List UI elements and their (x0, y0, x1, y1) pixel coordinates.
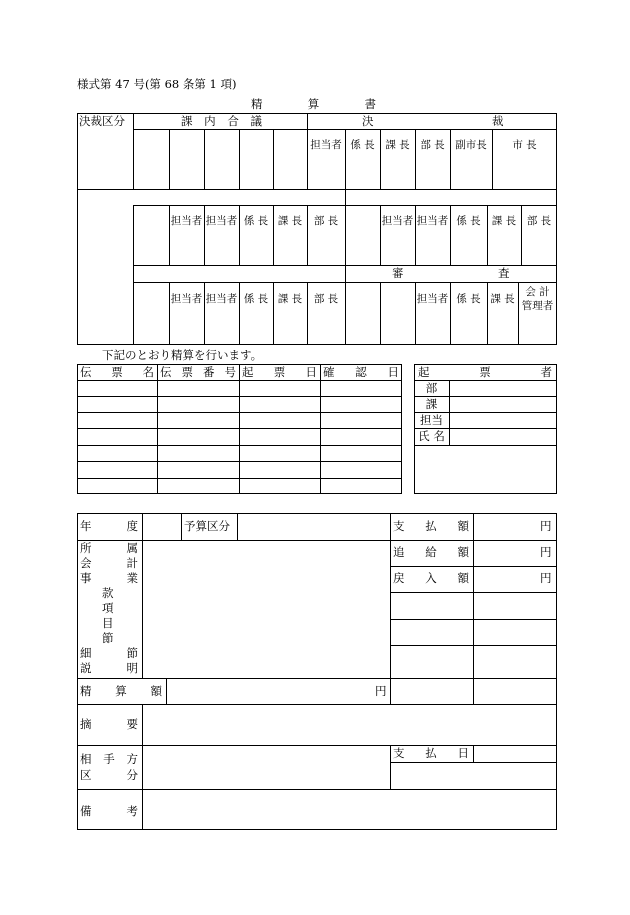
explanation-label: 説 明 (80, 661, 138, 675)
role-label: 課 長 (490, 293, 515, 305)
issuer-header: 起 票 者 (418, 365, 552, 379)
kan-label: 款 (102, 586, 114, 600)
additional-amount-label: 追 給 額 (393, 545, 469, 559)
role-label: 担当者 (205, 215, 238, 227)
col-header-voucher-name: 伝 票 名 (80, 365, 154, 379)
refund-amount-label: 戻 入 額 (393, 571, 469, 585)
payment-amount-label: 支 払 額 (393, 519, 469, 533)
issuer-label-section: 課 (425, 397, 438, 411)
col-header-voucher-number: 伝 票 番 号 (160, 365, 236, 379)
additional-amount-unit: 円 (540, 545, 552, 559)
role-label: 担当者 (381, 215, 414, 227)
decision-category-label: 決裁区分 (79, 114, 125, 128)
decision-header-left: 決 (362, 114, 374, 128)
payment-amount-unit: 円 (540, 519, 552, 533)
issuer-label-department: 部 (425, 381, 438, 395)
role-label: 係 長 (456, 293, 481, 305)
fiscal-year-label: 年 度 (80, 519, 138, 533)
role-label: 担当者 (416, 293, 449, 305)
role-label: 市 長 (512, 139, 537, 151)
role-label: 部 長 (526, 215, 552, 227)
account-label: 会 計 (80, 556, 138, 570)
settlement-amount-unit: 円 (375, 684, 387, 698)
role-label: 副市長 (455, 139, 487, 151)
form-number: 様式第 47 号(第 68 条第 1 項) (77, 77, 237, 91)
role-label: 係 長 (243, 215, 269, 227)
role-label: 管理者 (521, 300, 554, 312)
kou-label: 項 (102, 601, 114, 615)
moku-label: 目 (102, 616, 114, 630)
role-label: 課 長 (385, 139, 410, 151)
affiliation-label: 所 属 (80, 541, 138, 555)
role-label: 担当者 (310, 139, 342, 151)
role-label: 会 計 (525, 286, 550, 298)
role-label: 担当者 (170, 215, 203, 227)
remarks-label: 備 考 (80, 804, 138, 818)
role-label: 部 長 (313, 293, 339, 305)
intro-text: 下記のとおり精算を行います。 (102, 348, 263, 362)
decision-header-right: 裁 (492, 114, 504, 128)
audit-header-right: 査 (498, 266, 510, 280)
payment-date-label: 支 払 日 (393, 746, 469, 760)
col-header-confirm-date: 確 認 日 (323, 365, 399, 379)
category-label: 区 分 (80, 768, 138, 782)
role-label: 部 長 (313, 215, 339, 227)
role-label: 係 長 (243, 293, 269, 305)
issuer-label-in-charge: 担当 (420, 413, 443, 427)
page-title: 精 算 書 (251, 97, 376, 111)
role-label: 部 長 (420, 139, 445, 151)
role-label: 課 長 (491, 215, 517, 227)
section-council-header: 課 内 合 議 (181, 114, 262, 128)
setsu-label: 節 (102, 631, 114, 645)
role-label: 係 長 (456, 215, 481, 227)
settlement-table (77, 513, 557, 830)
budget-category-label: 予算区分 (184, 519, 230, 533)
project-label: 事 業 (80, 571, 138, 585)
counterparty-label: 相 手 方 (80, 752, 138, 766)
issuer-label-name: 氏 名 (418, 429, 445, 443)
settlement-amount-label: 精 算 額 (80, 684, 162, 698)
subsection-label: 細 節 (80, 646, 138, 660)
summary-label: 摘 要 (80, 717, 138, 731)
role-label: 係 長 (350, 139, 375, 151)
role-label: 担当者 (170, 293, 203, 305)
refund-amount-unit: 円 (540, 571, 552, 585)
col-header-issue-date: 起 票 日 (242, 365, 317, 379)
role-label: 担当者 (205, 293, 238, 305)
role-label: 課 長 (277, 215, 303, 227)
audit-header-left: 審 (392, 266, 404, 280)
role-label: 課 長 (277, 293, 303, 305)
role-label: 担当者 (416, 215, 449, 227)
